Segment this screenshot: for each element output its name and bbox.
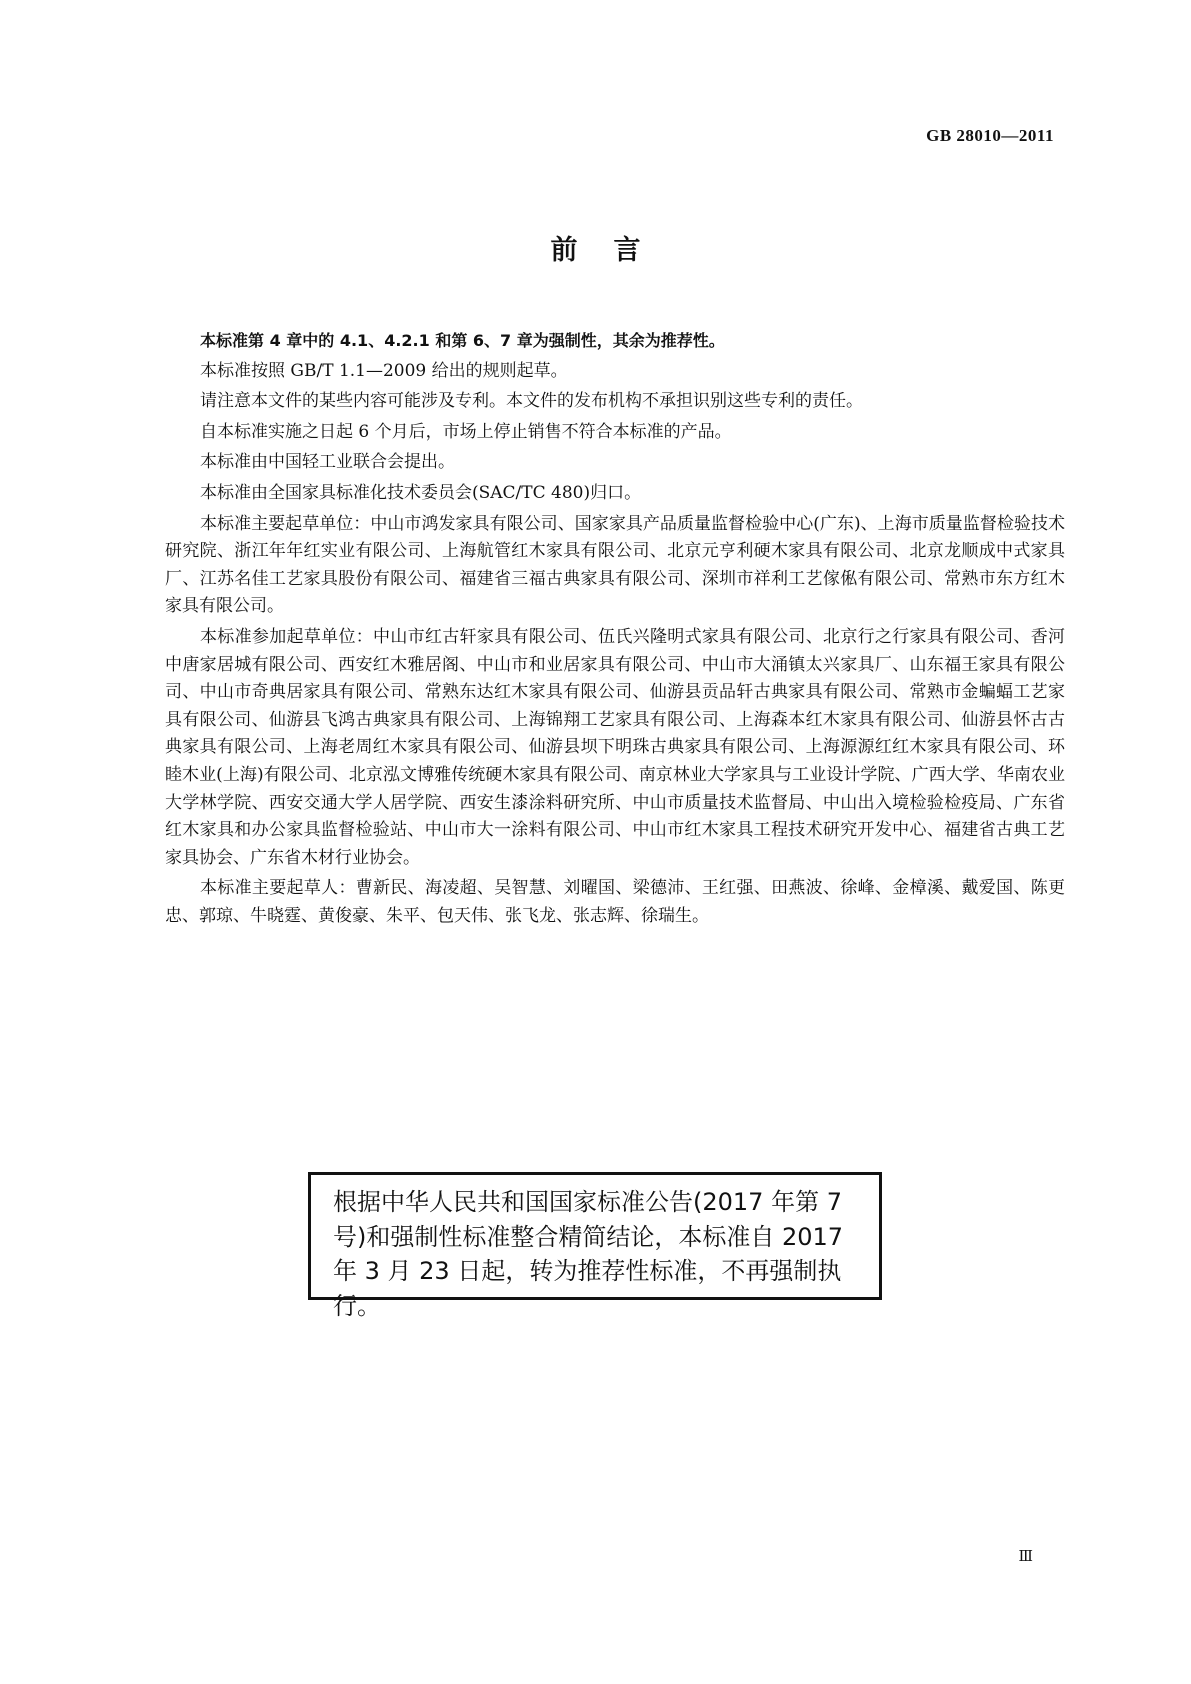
mandatory-clause-statement: 本标准第 4 章中的 4.1、4.2.1 和第 6、7 章为强制性，其余为推荐性。 xyxy=(200,331,725,350)
implementation-paragraph: 自本标准实施之日起 6 个月后，市场上停止销售不符合本标准的产品。 xyxy=(200,421,732,442)
page-title: 前言 xyxy=(550,235,677,266)
patent-notice-paragraph: 请注意本文件的某些内容可能涉及专利。本文件的发布机构不承担识别这些专利的责任。 xyxy=(200,391,863,412)
participating-units-paragraph: 本标准参加起草单位：中山市红古轩家具有限公司、伍氏兴隆明式家具有限公司、北京行之行家具有限公司、香河中唐家居城有限公司、西安红木雅居阁、中山市和业居家具有限公司、中山市大涌镇太兴家具厂、山东福王家具有限公司、中山市奇典居家具有限公司、常熟东达红木家具有限公司、仙游县贡品轩古典家具有限公司、常熟市金蝙蝠工艺家具有限公司、仙游县飞鸿古典家具有限公司、上海锦翔工艺家具有限公司、上海森本红木家具有限公司、仙游县怀古古典家具有限公司、上海老周红木家具有限公司、仙游县坝下明珠古典家具有限公司、上海源源红红木家具有限公司、环睦木业(上海)有限公司、北京泓文博雅传统硬木家具有限公司、南京林业大学家具与工业设计学院、广西大学、华南农业大学林学院、西安交通大学人居学院、西安生漆涂料研究所、中山市质量技术监督局、中山出入境检验检疫局、广东省红木家具和办公家具监督检验站、中山市大一涂料有限公司、中山市红木家具工程技术研究开发中心、福建省古典工艺家具协会、广东省木材行业协会。 xyxy=(165,626,1065,868)
foreword-body xyxy=(165,327,1065,933)
page-number: Ⅲ xyxy=(1018,1549,1033,1565)
proposer-paragraph: 本标准由中国轻工业联合会提出。 xyxy=(200,452,455,473)
standard-code: GB 28010—2011 xyxy=(926,126,1054,145)
main-drafters-paragraph: 本标准主要起草人：曹新民、海凌超、吴智慧、刘曜国、梁德沛、王红强、田燕波、徐峰、金樟溪、戴爱国、陈更忠、郭琼、牛晓霆、黄俊豪、朱平、包天伟、张飞龙、张志辉、徐瑞生。 xyxy=(165,878,1065,926)
drafting-rules-paragraph: 本标准按照 GB/T 1.1—2009 给出的规则起草。 xyxy=(200,360,568,381)
technical-committee-paragraph: 本标准由全国家具标准化技术委员会(SAC/TC 480)归口。 xyxy=(200,482,642,503)
notice-box: 根据中华人民共和国国家标准公告(2017 年第 7 号)和强制性标准整合精简结论，本标准自 2017 年 3 月 23 日起，转为推荐性标准，不再强制执行。 xyxy=(308,1172,882,1300)
main-drafting-units-paragraph: 本标准主要起草单位：中山市鸿发家具有限公司、国家家具产品质量监督检验中心(广东)、上海市质量监督检验技术研究院、浙江年年红实业有限公司、上海航管红木家具有限公司、北京元亨利硬木家具有限公司、北京龙顺成中式家具厂、江苏名佳工艺家具股份有限公司、福建省三福古典家具有限公司、深圳市祥利工艺傢俬有限公司、常熟市东方红木家具有限公司。 xyxy=(165,513,1065,617)
